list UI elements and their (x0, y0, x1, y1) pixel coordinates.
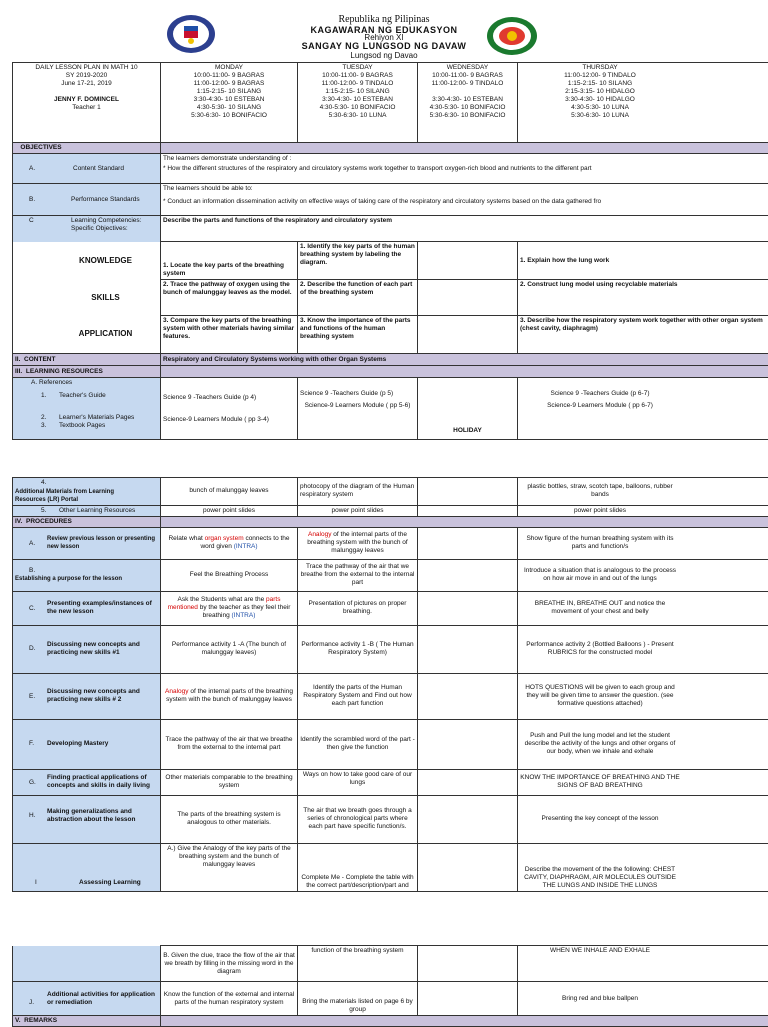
tuesday-learners-module: Science-9 Learners Module ( pp 5-6) (300, 402, 415, 410)
procedures-num: IV. (15, 518, 22, 525)
tuesday-teachers-guide: Science 9 -Teachers Guide (p 5) (300, 390, 415, 398)
schedule-line: 11:00-12:00- 9 BAGRAS (163, 80, 295, 88)
wednesday-review-cell (418, 527, 518, 559)
wednesday-generalization (418, 795, 518, 843)
day-header-monday: MONDAY (163, 64, 295, 72)
schedule-line: 5:30-6:30- 10 BONIFACIO (163, 112, 295, 120)
content-num: II. (15, 356, 20, 363)
tuesday-references-cell (298, 378, 418, 440)
assessment-continued-label (13, 946, 161, 982)
teachers-guide-label: Teacher's Guide (59, 392, 106, 399)
row-number: 5. (15, 507, 59, 515)
monday-concepts-2-text-2: of the internal parts of the breathing system with the bunch of malunggay leaves (166, 688, 293, 703)
tuesday-concepts-2: Identify the parts of the Human Respiratory System and Find out how each part function (298, 673, 418, 719)
schedule-line: 4:30-5:30- 10 BONIFACIO (420, 104, 515, 112)
monday-schedule-cell (161, 63, 298, 143)
thursday-concepts-1: Performance activity 2 (Bottled Balloons ) - Present RUBRICS for the constructed model (518, 625, 768, 673)
day-header-wednesday: WEDNESDAY (420, 64, 515, 72)
thursday-schedule-cell (518, 63, 768, 143)
row-letter: C. (15, 605, 47, 613)
thursday-concepts-2: HOTS QUESTIONS will be given to each group and they will be given time to answer the question. (see formative questions attached) (518, 673, 768, 719)
row-letter: B. (15, 196, 47, 204)
thursday-assessment-cont: WHEN WE INHALE AND EXHALE (518, 946, 768, 982)
row-number: 1. (41, 392, 59, 400)
thursday-application: 3. Describe how the respiratory system work together with other organ system (chest cavity, diaphragm) (518, 316, 768, 354)
schedule-line: 1:15-2:15- 10 SILANG (300, 88, 415, 96)
schedule-line: 2:15-3:15- 10 HIDALGO (520, 88, 680, 96)
monday-examples-text-4: (INTRA) (232, 612, 256, 619)
holiday-label: HOLIDAY (418, 378, 518, 440)
other-resources-label: Other Learning Resources (59, 507, 135, 514)
day-header-thursday: THURSDAY (520, 64, 680, 72)
row-label: Assessing Learning (53, 879, 141, 886)
tuesday-mastery: Identify the scrambled word of the part - then give the function (298, 719, 418, 769)
procedures-heading: PROCEDURES (26, 518, 72, 525)
skills-label: SKILLS (13, 280, 161, 316)
objectives-heading: OBJECTIVES (20, 144, 61, 151)
lesson-plan-table-page3 (12, 945, 768, 1027)
schedule-line: 3:30-4:30- 10 ESTEBAN (420, 96, 515, 104)
schedule-line: 10:00-11:00- 9 BAGRAS (300, 72, 415, 80)
competencies-text: Describe the parts and functions of the respiratory and circulatory system (163, 217, 392, 224)
tuesday-applications: Ways on how to take good care of our lungs (298, 769, 418, 795)
monday-concepts-1: Performance activity 1 -A (The bunch of malunggay leaves) (161, 625, 298, 673)
tuesday-concepts-1: Performance activity 1 -B ( The Human Respiratory System) (298, 625, 418, 673)
procedure-row-f-label (13, 719, 161, 769)
region-line: Rehiyon XI (0, 33, 768, 42)
tuesday-purpose: Trace the pathway of the air that we breathe from the external to the internal part (298, 559, 418, 591)
remarks-num: V. (15, 1017, 21, 1024)
monday-knowledge: 1. Locate the key parts of the breathing system (161, 242, 298, 280)
plan-dates: June 17-21, 2019 (15, 80, 158, 88)
tuesday-skills: 2. Describe the function of each part of the breathing system (298, 280, 418, 316)
monday-assessment-part-b: B. Given the clue, trace the flow of the air that we breath by filling in the missing word in the diagram (161, 946, 298, 982)
teacher-position: Teacher 1 (15, 104, 158, 112)
document-header (0, 0, 768, 62)
schedule-line: 5:30-6:30- 10 LUNA (520, 112, 680, 120)
thursday-mastery: Push and Pull the lung model and let the student describe the activity of the lungs and other organs of our body, when we inhale and exhale (518, 719, 768, 769)
resources-heading: LEARNING RESOURCES (26, 368, 103, 375)
monday-references-cell (161, 378, 298, 440)
schedule-line: 4:30-5:30- 10 SILANG (163, 104, 295, 112)
schedule-line: 4:30-5:30- 10 BONIFACIO (300, 104, 415, 112)
remarks-heading: REMARKS (24, 1017, 57, 1024)
row-label: Review previous lesson or presenting new lesson (47, 535, 157, 551)
row-letter: I (15, 879, 53, 887)
row-label: Establishing a purpose for the lesson (15, 575, 133, 583)
row-letter: C (15, 217, 47, 225)
department-line: KAGAWARAN NG EDUKASYON (0, 25, 768, 35)
monday-mastery: Trace the pathway of the air that we breathe from the external to the internal part (161, 719, 298, 769)
wednesday-applications (418, 769, 518, 795)
competencies-label-cell (13, 216, 161, 242)
thursday-review: Show figure of the human breathing system with its parts and function/s (518, 527, 768, 559)
performance-standard-text: * Conduct an information dissemination activity on effective ways of taking care of the respiratory and circulatory systems based on the data gathered fro (163, 198, 768, 206)
row-label: Discussing new concepts and practicing new skills #1 (47, 641, 157, 657)
row-letter: G. (15, 779, 47, 787)
plan-title: DAILY LESSON PLAN IN MATH 10 (15, 64, 158, 72)
row-label: Discussing new concepts and practicing new skills # 2 (47, 688, 157, 704)
other-resources-label-cell (13, 505, 161, 516)
republic-line: Republika ng Pilipinas (0, 14, 768, 25)
thursday-additional-activities: Bring red and blue ballpen (518, 982, 768, 1016)
lesson-plan-table-page2 (12, 477, 768, 892)
monday-examples-text-1: Ask the Students what are the (178, 596, 267, 603)
references-label-cell (13, 378, 161, 440)
wednesday-knowledge (418, 242, 518, 280)
content-heading: CONTENT (24, 356, 55, 363)
wednesday-concepts-2 (418, 673, 518, 719)
wednesday-purpose (418, 559, 518, 591)
wednesday-skills (418, 280, 518, 316)
procedure-row-h-label (13, 795, 161, 843)
school-year: SY 2019-2020 (15, 72, 158, 80)
competencies-cell (161, 216, 768, 242)
procedure-row-i-label (13, 843, 161, 891)
wednesday-additional-activities (418, 982, 518, 1016)
schedule-line: 3:30-4:30- 10 ESTEBAN (300, 96, 415, 104)
resources-heading-cell (13, 366, 161, 378)
monday-learners-module: Science-9 Learners Module ( pp 3-4) (163, 416, 295, 424)
tuesday-additional-activities: Bring the materials listed on page 6 by group (298, 982, 418, 1016)
procedures-heading-cell (13, 516, 161, 527)
section-band (161, 366, 768, 378)
row-label: Developing Mastery (47, 740, 108, 747)
schedule-line: 11:00-12:00- 9 TINDALO (520, 72, 680, 80)
performance-standard-cell (161, 184, 768, 216)
procedure-row-g-label (13, 769, 161, 795)
monday-purpose: Feel the Breathing Process (161, 559, 298, 591)
schedule-line: 4:30-5:30- 10 LUNA (520, 104, 680, 112)
row-number: 4. (15, 479, 59, 487)
knowledge-label: KNOWLEDGE (13, 242, 161, 280)
thursday-learners-module: Science-9 Learners Module ( pp 6-7) (520, 402, 680, 410)
schedule-line: 5:30-6:30- 10 LUNA (300, 112, 415, 120)
row-label: Finding practical applications of concepts and skills in daily living (47, 774, 157, 790)
learners-materials-label: Learner's Materials Pages (59, 414, 134, 421)
monday-review-text-1: Relate what (168, 535, 204, 542)
plan-info-cell (13, 63, 161, 143)
monday-assessment: A.) Give the Analogy of the key parts of the breathing system and the bunch of malunggay leaves (161, 843, 298, 891)
monday-additional-materials: bunch of malunggay leaves (161, 478, 298, 506)
monday-concepts-2-cell (161, 673, 298, 719)
thursday-generalization: Presenting the key concept of the lesson (518, 795, 768, 843)
tuesday-application: 3. Know the importance of the parts and functions of the human breathing system (298, 316, 418, 354)
schedule-line: 11:00-12:00- 9 TINDALO (300, 80, 415, 88)
thursday-additional-materials: plastic bottles, straw, scotch tape, balloons, rubber bands (518, 478, 768, 506)
schedule-line: 1:15-2:15- 10 SILANG (520, 80, 680, 88)
row-letter: A. (15, 165, 47, 173)
lesson-plan-table-page1 (12, 62, 768, 440)
tuesday-examples: Presentation of pictures on proper breathing. (298, 591, 418, 625)
row-letter: E. (15, 693, 47, 701)
monday-other-resources: power point slides (161, 505, 298, 516)
remarks-heading-cell (13, 1016, 161, 1027)
tuesday-other-resources: power point slides (298, 505, 418, 516)
thursday-assessment: Describe the movement of the the following: CHEST CAVITY, DIAPHRAGM, AIR MOLECULES OUTSIDE THE LUNGS AND INSIDE THE LUNGS (518, 843, 768, 891)
schedule-line: 11:00-12:00- 9 TINDALO (420, 80, 515, 88)
tuesday-generalization: The air that we breath goes through a series of chronological parts where each part have specific function/s. (298, 795, 418, 843)
content-heading-cell (13, 354, 161, 366)
thursday-references-cell (518, 378, 768, 440)
row-label: Additional activities for application or remediation (47, 991, 157, 1007)
wednesday-application (418, 316, 518, 354)
monday-applications: Other materials comparable to the breathing system (161, 769, 298, 795)
wednesday-mastery (418, 719, 518, 769)
performance-standard-label-cell (13, 184, 161, 216)
thursday-knowledge: 1. Explain how the lung work (518, 242, 768, 280)
content-standard-label: Content Standard (47, 165, 124, 172)
monday-concepts-2-text-1: Analogy (165, 688, 189, 695)
row-letter: J. (15, 999, 47, 1007)
row-letter: D. (15, 645, 47, 653)
tuesday-review-text-2: of the internal parts of the breathing system with the bunch of malunggay leaves (307, 531, 407, 554)
schedule-line: 5:30-6:30- 10 BONIFACIO (420, 112, 515, 120)
monday-examples-text-3: by the teacher as they feel their breathing (198, 604, 291, 619)
schedule-line: 10:00-11:00- 9 BAGRAS (420, 72, 515, 80)
tuesday-assessment-cont: function of the breathing system (298, 946, 418, 982)
thursday-skills: 2. Construct lung model using recyclable materials (518, 280, 768, 316)
thursday-examples: BREATHE IN, BREATHE OUT and notice the movement of your chest and belly (518, 591, 768, 625)
wednesday-additional-materials (418, 478, 518, 506)
application-label: APPLICATION (13, 316, 161, 354)
monday-review-text-4: (INTRA) (234, 543, 258, 550)
row-letter: H. (15, 812, 47, 820)
procedure-row-b-label (13, 559, 161, 591)
monday-teachers-guide: Science 9 -Teachers Guide (p 4) (163, 394, 295, 402)
procedure-row-j-label (13, 982, 161, 1016)
monday-generalization: The parts of the breathing system is analogous to other materials. (161, 795, 298, 843)
thursday-teachers-guide: Science 9 -Teachers Guide (p 6-7) (520, 390, 680, 398)
row-number: 2. (41, 414, 59, 422)
wednesday-assessment-cont (418, 946, 518, 982)
performance-standard-intro: The learners should be able to: (163, 185, 768, 193)
content-standard-cell (161, 154, 768, 184)
city-line: Lungsod ng Davao (0, 51, 768, 60)
tuesday-assessment: Complete Me - Complete the table with the correct part/description/part and (298, 843, 418, 891)
row-label: Making generalizations and abstraction about the lesson (47, 808, 157, 824)
references-label: A. References (15, 379, 158, 387)
monday-additional-activities: Know the function of the external and internal parts of the human respiratory system (161, 982, 298, 1016)
procedure-row-d-label (13, 625, 161, 673)
resources-num: III. (15, 368, 22, 375)
tuesday-knowledge: 1. Identify the key parts of the human breathing system by labeling the diagram. (298, 242, 418, 280)
tuesday-review-text-1: Analogy (308, 531, 332, 538)
day-header-tuesday: TUESDAY (300, 64, 415, 72)
monday-skills: 2. Trace the pathway of oxygen using the bunch of malunggay leaves as the model. (161, 280, 298, 316)
wednesday-concepts-1 (418, 625, 518, 673)
division-line: SANGAY NG LUNGSOD NG DAVAW (0, 41, 768, 51)
monday-examples-cell (161, 591, 298, 625)
tuesday-additional-materials: photocopy of the diagram of the Human respiratory system (298, 478, 418, 506)
procedure-row-c-label (13, 591, 161, 625)
content-text: Respiratory and Circulatory Systems working with other Organ Systems (161, 354, 768, 366)
row-number: 3. (41, 422, 59, 430)
procedure-row-a-label (13, 527, 161, 559)
schedule-line: 1:15-2:15- 10 SILANG (163, 88, 295, 96)
monday-review-text-2: organ system (205, 535, 244, 542)
monday-examples-text-2: parts mentioned (168, 596, 281, 611)
section-band (161, 1016, 768, 1027)
row-letter: B. (15, 567, 47, 575)
teacher-name: JENNY F. DOMINCEL (15, 96, 158, 104)
section-band (161, 143, 768, 154)
monday-review-cell (161, 527, 298, 559)
schedule-line: 10:00-11:00- 9 BAGRAS (163, 72, 295, 80)
content-standard-intro: The learners demonstrate understanding of : (163, 155, 768, 163)
objectives-heading-cell (13, 143, 161, 154)
row-label: Presenting examples/instances of the new lesson (47, 600, 157, 616)
specific-objectives-label: Specific Objectives: (15, 225, 128, 232)
schedule-line: 3:30-4:30- 10 HIDALGO (520, 96, 680, 104)
wednesday-schedule-cell (418, 63, 518, 143)
content-standard-label-cell (13, 154, 161, 184)
tuesday-schedule-cell (298, 63, 418, 143)
procedure-row-e-label (13, 673, 161, 719)
wednesday-assessment (418, 843, 518, 891)
performance-standard-label: Performance Standards (47, 196, 140, 203)
schedule-line: 3:30-4:30- 10 ESTEBAN (163, 96, 295, 104)
thursday-purpose: Introduce a situation that is analogous to the process on how air move in and out of the lungs (518, 559, 768, 591)
row-letter: A. (15, 540, 47, 548)
monday-review-text-3: connects to the word given (200, 535, 289, 550)
competencies-label: Learning Competencies: (47, 217, 141, 224)
row-letter: F. (15, 740, 47, 748)
wednesday-examples (418, 591, 518, 625)
additional-materials-label-cell (13, 478, 161, 506)
additional-materials-label: Additional Materials from Learning Resources (LR) Portal (15, 488, 115, 504)
wednesday-other-resources (418, 505, 518, 516)
monday-application: 3. Compare the key parts of the breathing system with other materials having similar features. (161, 316, 298, 354)
textbook-pages-label: Textbook Pages (59, 422, 105, 429)
thursday-other-resources: power point slides (518, 505, 768, 516)
tuesday-review-cell (298, 527, 418, 559)
thursday-applications: KNOW THE IMPORTANCE OF BREATHING AND THE SIGNS OF BAD BREATHING (518, 769, 768, 795)
content-standard-text: * How the different structures of the respiratory and circulatory systems work together to transport oxygen-rich blood and nutrients to the different part (163, 165, 768, 173)
section-band (161, 516, 768, 527)
